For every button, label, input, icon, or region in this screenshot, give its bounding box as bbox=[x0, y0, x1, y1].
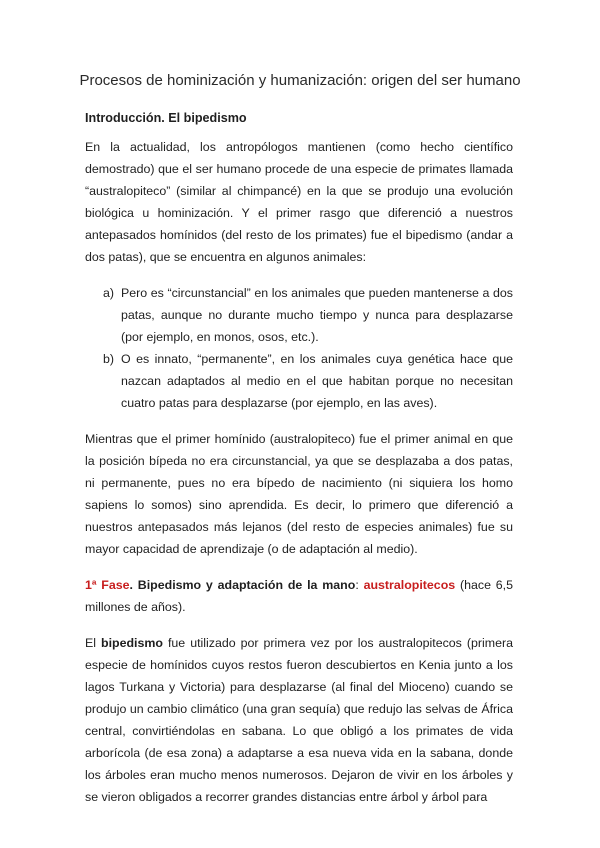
phase-title: . Bipedismo y adaptación de la mano bbox=[129, 578, 356, 592]
bipedism-list bbox=[85, 282, 513, 414]
paragraph-lead: El bbox=[85, 636, 102, 650]
list-marker: a) bbox=[103, 286, 115, 300]
intro-heading: Introducción. El bipedismo bbox=[85, 111, 247, 125]
phase-species: australopitecos bbox=[363, 578, 456, 592]
phase-1-heading bbox=[85, 574, 513, 618]
paragraph-intro: En la actualidad, los antropólogos mantienen (como hecho científico demostrado) que el ser humano procede de una especie de primates llamada “australopiteco” (similar al chimpancé) en la que se produjo una evolución biológica u hominización. Y el primer rasgo que diferenció a nuestros antepasados homínidos (del resto de los primates) fue el bipedismo (andar a dos patas), que se encuentra en algunos animales: bbox=[85, 140, 513, 264]
list-item bbox=[85, 282, 513, 348]
document-body bbox=[85, 110, 513, 808]
list-marker: b) bbox=[103, 352, 115, 366]
list-item bbox=[85, 348, 513, 414]
paragraph-first-hominid: Mientras que el primer homínido (australopiteco) fue el primer animal en que la posición bípeda no era circunstancial, ya que se desplazaba a dos patas, ni permanente, pues no era bípedo de nacimiento (ni siquiera los homo sapiens lo somos) sino aprendida. Es decir, lo primero que diferenció a nuestros antepasados más lejanos (del resto de especies animales) fue su mayor capacidad de aprendizaje (o de adaptación al medio). bbox=[85, 432, 513, 556]
phase-number: 1ª Fase bbox=[85, 578, 130, 592]
paragraph-text: fue utilizado por primera vez por los australopitecos (primera especie de homínidos cuyos restos fueron descubiertos en Kenia junto a los lagos Turkana y Victoria) para desplazarse (al final del Mioceno) cuando se produjo un cambio climático (una gran sequía) que redujo las selvas de África central, convirtiéndolas en sabana. Lo que obligó a los primates de vida arborícola (de esa zona) a adaptarse a esa nueva vida en la sabana, donde los árboles eran mucho menos numerosos. Dejaron de vivir en los árboles y se vieron obligados a recorrer grandes distancias entre árbol y árbol para bbox=[85, 636, 513, 804]
list-item-text: O es innato, “permanente”, en los animales cuya genética hace que nazcan adaptados al medio en el que habitan porque no necesitan cuatro patas para desplazarse (por ejemplo, en las aves). bbox=[121, 352, 513, 410]
phase-colon: : bbox=[355, 578, 364, 592]
paragraph-bipedism bbox=[85, 632, 513, 808]
keyword-bipedismo: bipedismo bbox=[101, 636, 163, 650]
phase-date: (hace 6,5 millones de años). bbox=[85, 578, 514, 614]
list-item-text: Pero es “circunstancial” en los animales que pueden mantenerse a dos patas, aunque no durante mucho tiempo y nunca para desplazarse (por ejemplo, en monos, osos, etc.). bbox=[121, 286, 513, 344]
document-title: Procesos de hominización y humanización: origen del ser humano bbox=[79, 72, 521, 89]
